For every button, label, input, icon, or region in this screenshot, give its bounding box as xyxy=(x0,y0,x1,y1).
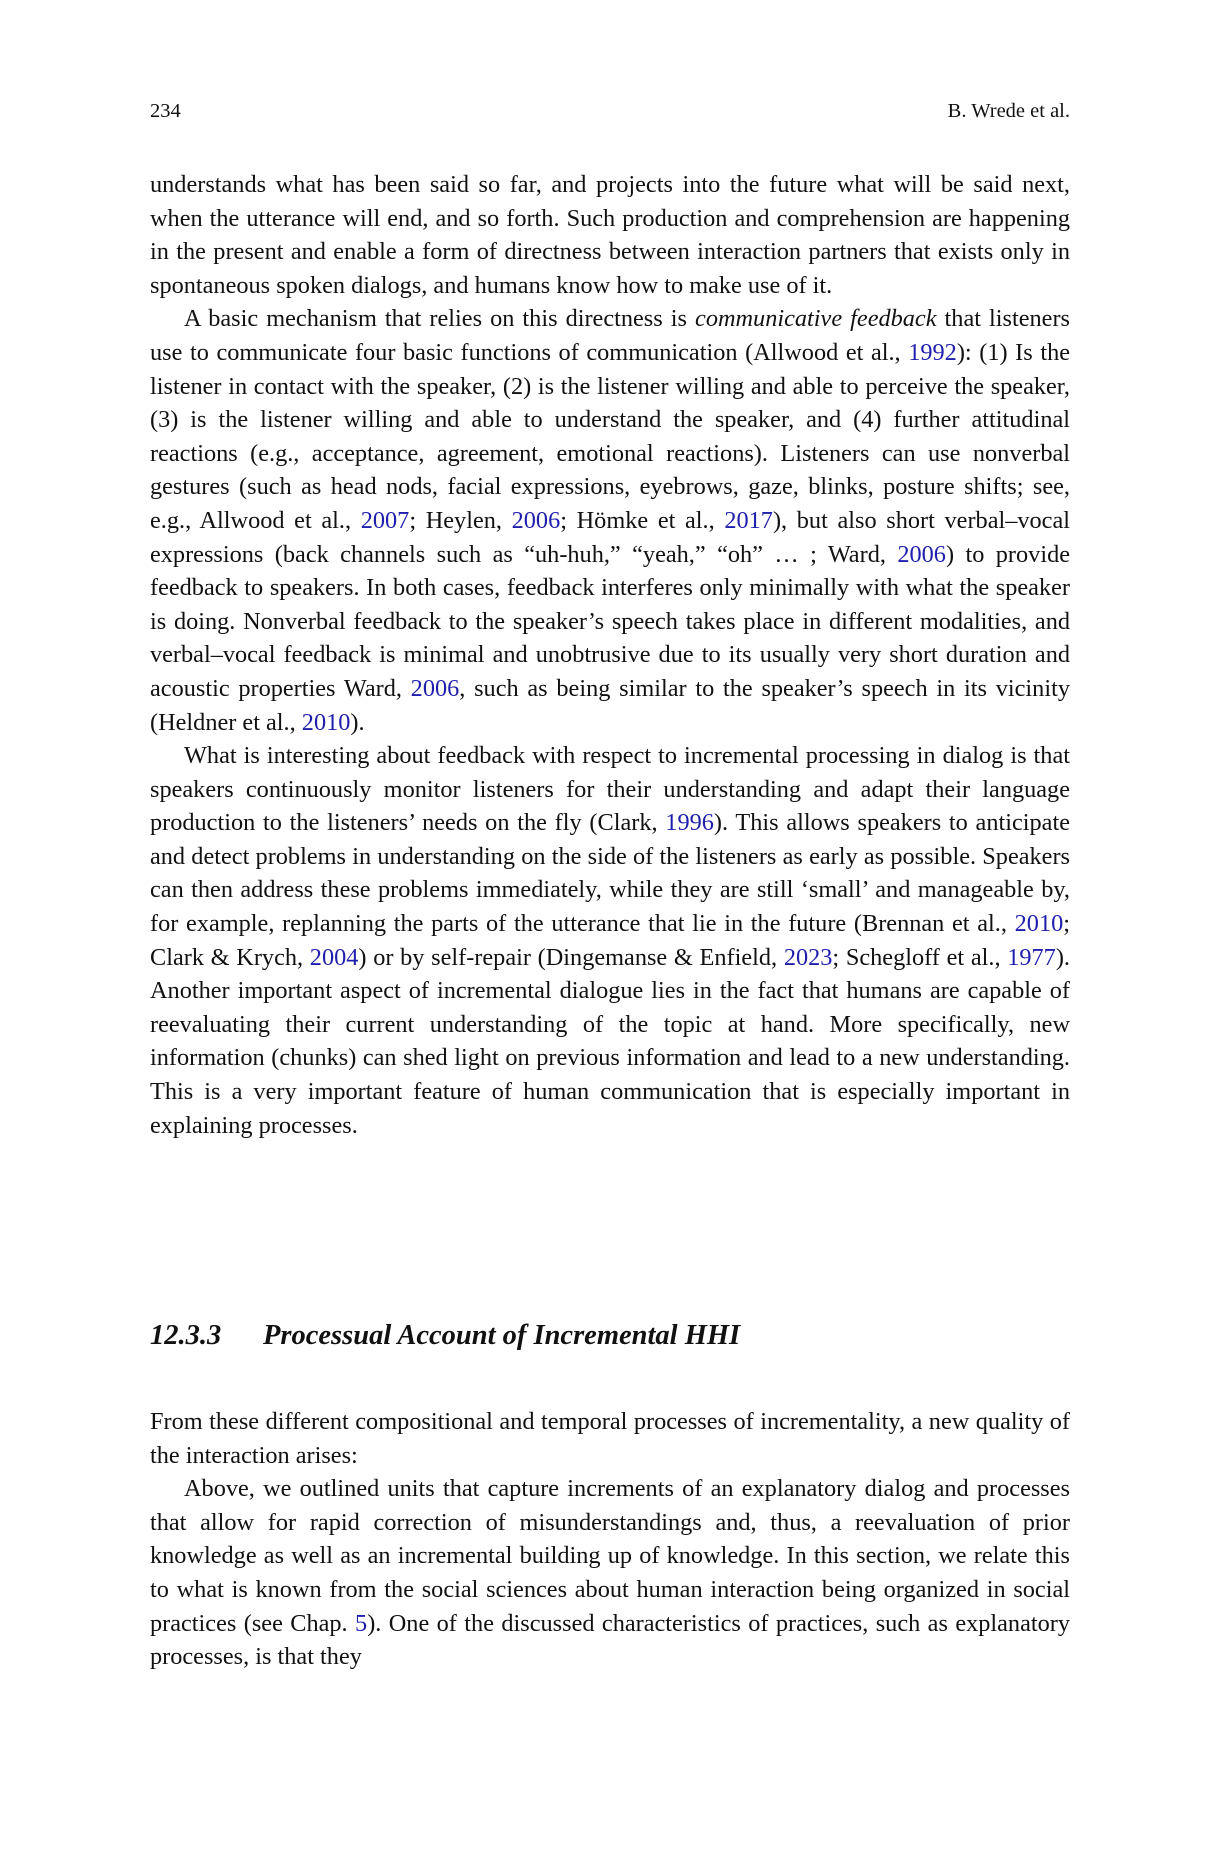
text-run: ). Another important aspect of incremental dialogue lies in the fact that humans are capable of reevaluating their current understanding of the topic at hand. More specifically, new information (chunks) can shed light on previous information and lead to a new understanding. This is a very important feature of human communication that is especially important in explaining processes. xyxy=(150,943,1070,1139)
running-head xyxy=(150,98,1070,124)
citation-link-ward-2006[interactable]: 2006 xyxy=(897,540,946,568)
section-heading xyxy=(150,1318,1070,1354)
citation-link-homke-2017[interactable]: 2017 xyxy=(724,506,773,534)
citation-link-allwood-1992[interactable]: 1992 xyxy=(908,338,957,366)
citation-link-dingemanse-2023[interactable]: 2023 xyxy=(783,943,833,971)
paragraph-social-practices xyxy=(150,1472,1070,1674)
text-run: ) to provide feedback to speakers. In both cases, feedback interferes only minimally with what the speaker is doing. Nonverbal feedback to the speaker’s speech takes place in different modalities, and verbal–vocal feedback is minimal and unobtrusive due to its usually very short duration and acoustic properties Ward, xyxy=(150,540,1070,702)
text-run: ). This allows speakers to anticipate and detect problems in understanding on the side of the listeners as early as possible. Speakers can then address these problems immediately, while they are still ‘small’ and manageable by, for example, replanning the parts of the utterance that lie in the future (Brennan et al., xyxy=(150,809,1070,938)
text-run: What is interesting about feedback with respect to incremental processing in dialog is that speakers continuously monitor listeners for their understanding and adapt their language production to the listeners’ needs on the fly (Clark, xyxy=(150,742,1070,837)
text-run: , such as being similar to the speaker’s speech in its vicinity (Heldner et al., xyxy=(150,674,1070,736)
running-head-authors: B. Wrede et al. xyxy=(947,100,1070,122)
section-number: 12.3.3 xyxy=(150,1320,222,1351)
text-run: ) or by self-repair (Dingemanse & Enfield, xyxy=(358,943,784,971)
text-run: ; Clark & Krych, xyxy=(150,910,1070,971)
citation-link-heylen-2006[interactable]: 2006 xyxy=(511,506,561,534)
text-run: that listeners use to communicate four basic functions of communication (Allwood et al., xyxy=(150,305,1070,366)
text-run: ; Heylen, xyxy=(409,506,512,534)
citation-link-allwood-2007[interactable]: 2007 xyxy=(360,506,410,534)
citation-link-clark-1996[interactable]: 1996 xyxy=(665,809,714,837)
chapter-link-5[interactable]: 5 xyxy=(355,1609,368,1637)
citation-link-brennan-2010[interactable]: 2010 xyxy=(1014,910,1064,938)
text-run: ): (1) Is the listener in contact with the speaker, (2) is the listener willing and able to perceive the speaker, (3) is the listener willing and able to understand the speaker, and (4) further attitudinal reactions (e.g., acceptance, agreement, emotional reactions). Listeners can use nonverbal gestures (such as head nods, facial expressions, eyebrows, gaze, blinks, posture shifts; see, e.g., Allwood et al., xyxy=(150,338,1071,534)
text-run: Above, we outlined units that capture increments of an explanatory dialog and processes that allow for rapid correction of misunderstandings and, thus, a reevaluation of prior knowledge as well as an incremental building up of knowledge. In this section, we relate this to what is known from the social sciences about human interaction being organized in social practices (see Chap. xyxy=(150,1475,1070,1637)
text-run: ; Schegloff et al., xyxy=(832,943,1008,971)
citation-link-heldner-2010[interactable]: 2010 xyxy=(301,708,351,736)
paragraph-text: understands what has been said so far, and projects into the future what will be said next, when the utterance will end, and so forth. Such production and comprehension are happening in the present and enable a form of directness between interaction partners that exists only in spontaneous spoken dialogs, and humans know how to make use of it. xyxy=(150,171,1070,299)
citation-link-ward-2006-b[interactable]: 2006 xyxy=(410,674,460,702)
text-run: ), but also short verbal–vocal expressions (back channels such as “uh-huh,” “yeah,” “oh” … ; Ward, xyxy=(150,506,1071,568)
citation-link-clark-krych-2004[interactable]: 2004 xyxy=(309,943,359,971)
text-run: ). xyxy=(350,708,365,736)
citation-link-schegloff-1977[interactable]: 1977 xyxy=(1007,943,1056,971)
section-body xyxy=(150,1405,1070,1674)
text-run: ; Hömke et al., xyxy=(560,506,725,534)
text-run: ). One of the discussed characteristics of practices, such as explanatory processes, is that they xyxy=(150,1609,1071,1671)
emphasis-term: communicative feedback xyxy=(695,305,937,333)
paragraph-section-intro xyxy=(150,1405,1070,1472)
page-number: 234 xyxy=(150,100,181,122)
body-text xyxy=(150,168,1070,1142)
text-run: A basic mechanism that relies on this directness is xyxy=(184,305,696,333)
paragraph-communicative-feedback xyxy=(150,302,1070,739)
paragraph-incremental-feedback xyxy=(150,739,1070,1142)
paragraph-continuation xyxy=(150,168,1070,302)
text-run: From these different compositional and temporal processes of incrementality, a new quality of the interaction arises: xyxy=(150,1408,1070,1469)
section-title: Processual Account of Incremental HHI xyxy=(263,1320,741,1351)
